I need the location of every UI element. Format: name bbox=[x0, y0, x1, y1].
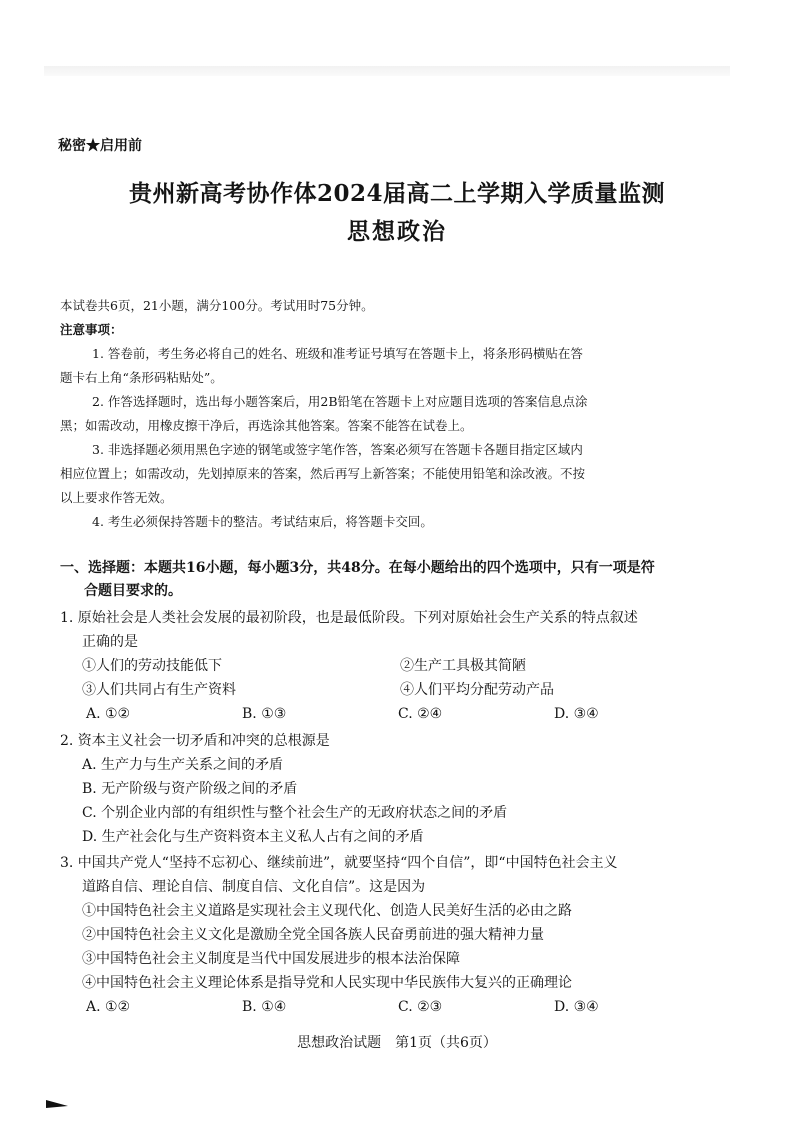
question-3-item-4: ④中国特色社会主义理论体系是指导党和人民实现中华民族伟大复兴的正确理论 bbox=[82, 975, 572, 991]
question-1-choice-d: D. ③④ bbox=[554, 706, 599, 722]
exam-instructions bbox=[60, 294, 720, 534]
question-2-choice-d: D. 生产社会化与生产资料资本主义私人占有之间的矛盾 bbox=[82, 829, 424, 845]
question-1-item-3: ③人们共同占有生产资料 bbox=[82, 682, 236, 698]
question-3-stem-cont: 道路自信、理论自信、制度自信、文化自信”。这是因为 bbox=[82, 879, 426, 895]
notes-heading: 注意事项： bbox=[60, 322, 123, 337]
question-3-choice-a: A. ①② bbox=[86, 999, 131, 1015]
question-1-choice-c: C. ②④ bbox=[398, 706, 443, 722]
question-3-choices bbox=[60, 995, 726, 1019]
question-1-choice-a: A. ①② bbox=[86, 706, 131, 722]
section-heading-line-1: 一、选择题：本题共16小题，每小题3分，共48分。在每小题给出的四个选项中，只有一项是符 bbox=[60, 560, 655, 576]
exam-title: 贵州新高考协作体2024届高二上学期入学质量监测 bbox=[128, 180, 665, 207]
question-2-choice-c: C. 个别企业内部的有组织性与整个社会生产的无政府状态之间的矛盾 bbox=[82, 805, 508, 821]
question-3-item-3: ③中国特色社会主义制度是当代中国发展进步的根本法治保障 bbox=[82, 951, 460, 967]
question-2 bbox=[60, 729, 726, 849]
note-3-line-1: 3. 非选择题必须用黑色字迹的钢笔或签字笔作答，答案必须写在答题卡各题目指定区域内 bbox=[92, 442, 583, 457]
question-1 bbox=[60, 606, 726, 726]
question-1-choice-b: B. ①③ bbox=[242, 706, 287, 722]
question-3-choice-c: C. ②③ bbox=[398, 999, 443, 1015]
note-1-line-1: 1. 答卷前，考生务必将自己的姓名、班级和准考证号填写在答题卡上，将条形码横贴在答 bbox=[92, 346, 583, 361]
question-1-item-1: ①人们的劳动技能低下 bbox=[82, 658, 222, 674]
question-1-items-row-1 bbox=[60, 654, 726, 678]
scan-edge-shade bbox=[44, 66, 730, 76]
question-2-choice-b: B. 无产阶级与资产阶级之间的矛盾 bbox=[82, 781, 298, 797]
note-4: 4. 考生必须保持答题卡的整洁。考试结束后，将答题卡交回。 bbox=[92, 514, 433, 529]
page-footer: 思想政治试题 第1页（共6页） bbox=[297, 1035, 497, 1051]
note-2-line-1: 2. 作答选择题时，选出每小题答案后，用2B铅笔在答题卡上对应题目选项的答案信息点涂 bbox=[92, 394, 588, 409]
section-heading-line-2: 合题目要求的。 bbox=[84, 583, 182, 599]
subject-title: 思想政治 bbox=[347, 218, 447, 245]
question-1-item-2: ②生产工具极其简陋 bbox=[400, 658, 526, 674]
question-1-stem-cont: 正确的是 bbox=[82, 634, 138, 650]
question-1-stem: 1. 原始社会是人类社会发展的最初阶段，也是最低阶段。下列对原始社会生产关系的特点叙述 bbox=[60, 610, 638, 626]
exam-intro: 本试卷共6页，21小题，满分100分。考试用时75分钟。 bbox=[60, 298, 374, 313]
note-1-line-2: 题卡右上角“条形码粘贴处”。 bbox=[60, 370, 223, 385]
question-2-choice-a: A. 生产力与生产关系之间的矛盾 bbox=[82, 757, 284, 773]
note-3-line-2: 相应位置上；如需改动，先划掉原来的答案，然后再写上新答案；不能使用铅笔和涂改液。不按 bbox=[60, 466, 586, 481]
note-3-line-3: 以上要求作答无效。 bbox=[60, 490, 173, 505]
question-1-items-row-2 bbox=[60, 678, 726, 702]
question-3-choice-d: D. ③④ bbox=[554, 999, 599, 1015]
question-3-item-1: ①中国特色社会主义道路是实现社会主义现代化、创造人民美好生活的必由之路 bbox=[82, 903, 572, 919]
section-heading bbox=[60, 557, 726, 603]
question-3-stem: 3. 中国共产党人“坚持不忘初心、继续前进”，就要坚持“四个自信”，即“中国特色社会主义 bbox=[60, 855, 618, 871]
question-2-stem: 2. 资本主义社会一切矛盾和冲突的总根源是 bbox=[60, 733, 330, 749]
confidential-label: 秘密★启用前 bbox=[58, 138, 142, 154]
corner-triangle-mark bbox=[46, 1100, 68, 1108]
note-2-line-2: 黑；如需改动，用橡皮擦干净后，再选涂其他答案。答案不能答在试卷上。 bbox=[60, 418, 473, 433]
question-1-item-4: ④人们平均分配劳动产品 bbox=[400, 682, 554, 698]
question-3 bbox=[60, 851, 726, 1019]
question-1-choices bbox=[60, 702, 726, 726]
question-3-item-2: ②中国特色社会主义文化是激励全党全国各族人民奋勇前进的强大精神力量 bbox=[82, 927, 544, 943]
question-3-choice-b: B. ①④ bbox=[242, 999, 287, 1015]
